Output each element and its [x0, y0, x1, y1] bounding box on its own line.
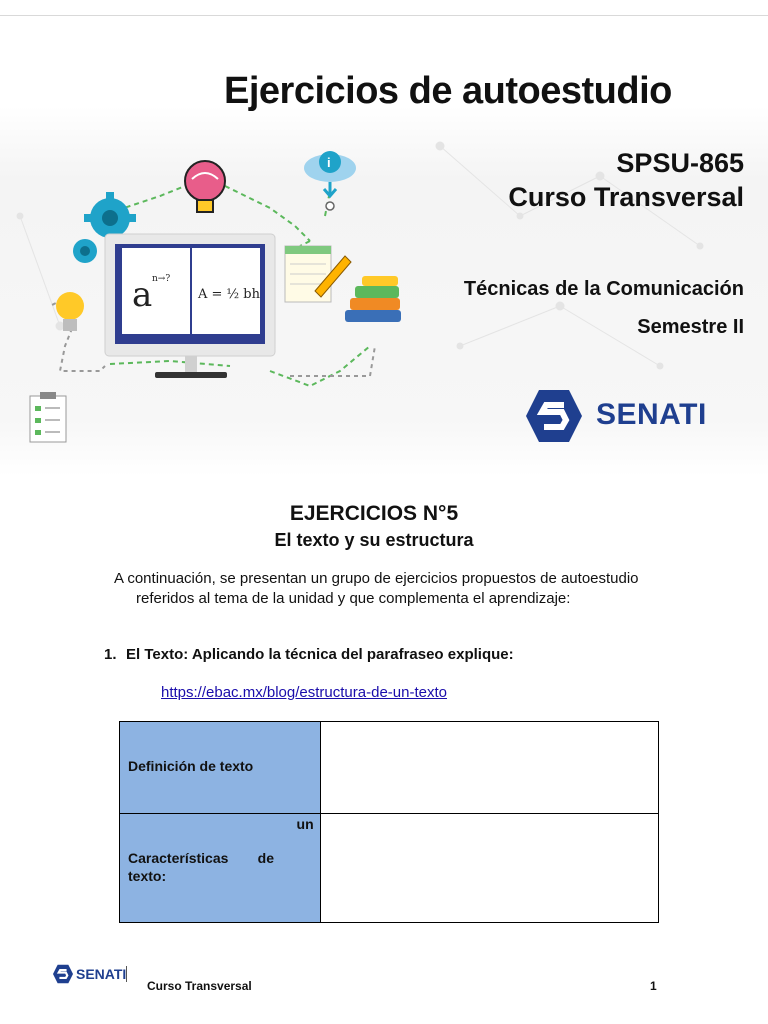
notepad-icon: [285, 246, 351, 302]
elearning-illustration: [10, 146, 430, 456]
small-gear-icon: [73, 239, 97, 263]
course-type: Curso Transversal: [508, 182, 744, 212]
question-1: [104, 646, 514, 663]
footer-senati-logo: [52, 964, 132, 986]
characteristics-word: Características: [128, 850, 229, 866]
intro-line-1: A continuación, se presentan un grupo de ejercicios propuestos de autoestudio: [114, 570, 639, 587]
course-code: SPSU-865: [616, 148, 744, 178]
senati-logo: [524, 388, 724, 444]
definition-label-cell: [120, 722, 321, 814]
footer-course: Curso Transversal: [147, 979, 252, 993]
formula-area: A = ½ bh: [198, 287, 260, 302]
senati-logo-text: SENATI: [596, 398, 707, 431]
page-number: 1: [650, 979, 657, 993]
monitor-icon: [105, 234, 275, 378]
cover-banner: [0, 16, 768, 476]
lightbulb-icon: [56, 292, 84, 331]
subject-name: Técnicas de la Comunicación: [463, 278, 744, 300]
svg-text:i: i: [327, 155, 331, 170]
table-row: [120, 722, 659, 814]
books-icon: [345, 276, 401, 322]
exercise-title: EJERCICIOS N°5: [289, 502, 459, 525]
formula-power: a: [132, 275, 153, 315]
characteristics-de-word: de: [257, 850, 274, 866]
info-cloud-icon: [304, 151, 356, 210]
intro-line-2: referidos al tema de la unidad y que complementa el aprendizaje:: [136, 590, 571, 607]
senati-logo-mark: [524, 388, 584, 444]
footer-divider: [126, 966, 127, 982]
brain-lightbulb-icon: [185, 161, 225, 212]
characteristics-label-cell: [120, 814, 321, 923]
question-text: El Texto: Aplicando la técnica del parafraseo explique:: [126, 646, 514, 663]
table-row: [120, 814, 659, 923]
definition-answer-cell[interactable]: [320, 722, 658, 814]
checklist-icon: [30, 392, 66, 442]
formula-superscript: n→?: [152, 274, 171, 284]
reference-link[interactable]: https://ebac.mx/blog/estructura-de-un-texto: [161, 684, 447, 701]
answer-table: [119, 721, 659, 923]
characteristics-label-line-1: [128, 850, 274, 866]
characteristics-answer-cell[interactable]: [320, 814, 658, 923]
definition-label: Definición de texto: [128, 758, 254, 774]
label-fragment: un: [296, 816, 314, 832]
footer-logo-mark: [52, 964, 74, 984]
footer-logo-text: SENATI: [76, 966, 127, 982]
semester-label: Semestre II: [637, 316, 744, 338]
document-title: Ejercicios de autoestudio: [224, 70, 672, 112]
question-number: 1.: [104, 646, 117, 663]
characteristics-label-line-2: texto:: [128, 868, 167, 884]
exercise-subtitle: El texto y su estructura: [274, 530, 474, 550]
